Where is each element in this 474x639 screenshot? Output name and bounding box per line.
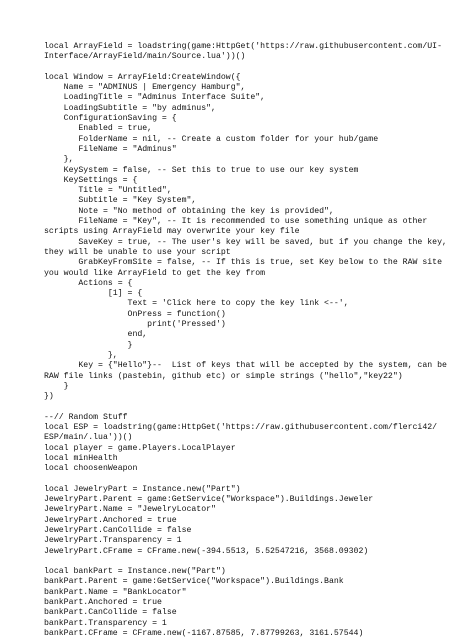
code-line: OnPress = function() (44, 309, 226, 319)
code-line: JewelryPart.CFrame = CFrame.new(-394.5513, 5.52547216, 3568.09302) (44, 546, 369, 556)
code-line: FolderName = nil, -- Create a custom folder for your hub/game (44, 134, 379, 144)
code-line: Interface/ArrayField/main/Source.lua'))() (44, 52, 246, 62)
code-line (44, 63, 464, 73)
code-line: SaveKey = true, -- The user's key will be saved, but if you change the key, (44, 237, 447, 247)
code-line: local ArrayField = loadstring(game:HttpGet('https://raw.githubusercontent.com/UI- (44, 42, 442, 51)
code-line: bankPart.CanCollide = false (44, 608, 177, 618)
code-line: KeySettings = { (44, 175, 138, 185)
code-line: local Window = ArrayField:CreateWindow({ (44, 72, 241, 82)
code-line: JewelryPart.Anchored = true (44, 515, 177, 525)
code-line: bankPart.Transparency = 1 (44, 618, 167, 628)
code-line: Enabled = true, (44, 124, 153, 134)
code-line: JewelryPart.Name = "JewelryLocator" (44, 505, 216, 515)
code-line: scripts using ArrayField may overwrite your key file (44, 227, 300, 237)
code-line: Actions = { (44, 278, 133, 288)
code-line: Note = "No method of obtaining the key is provided", (44, 206, 334, 216)
code-line: local ESP = loadstring(game:HttpGet('https://raw.githubusercontent.com/flerci42/ (44, 422, 438, 432)
code-line (44, 474, 464, 484)
code-line: local minHealth (44, 453, 118, 463)
code-line: LoadingSubtitle = "by adminus", (44, 103, 216, 113)
code-line: bankPart.CFrame = CFrame.new(-1167.87585, 7.87799263, 3161.57544) (44, 628, 364, 638)
code-line: ConfigurationSaving = { (44, 114, 177, 124)
code-line: print('Pressed') (44, 320, 226, 330)
code-line: FileName = "Adminus" (44, 144, 177, 154)
code-line: [1] = { (44, 289, 143, 299)
code-line (44, 402, 464, 412)
code-line: }, (44, 155, 74, 165)
code-line: --// Random Stuff (44, 412, 128, 422)
code-line: FileName = "Key", -- It is recommended to use something unique as other (44, 217, 428, 227)
code-line: they will be unable to use your script (44, 247, 231, 257)
code-line: ESP/main/.lua'))() (44, 433, 133, 443)
code-line (44, 557, 464, 567)
code-line: bankPart.Name = "BankLocator" (44, 587, 187, 597)
code-line: Subtitle = "Key System", (44, 196, 197, 206)
code-line: }) (44, 392, 54, 402)
code-line: JewelryPart.CanCollide = false (44, 525, 192, 535)
code-line: local bankPart = Instance.new("Part") (44, 567, 226, 577)
code-line: local player = game.Players.LocalPlayer (44, 443, 236, 453)
code-line: GrabKeyFromSite = false, -- If this is true, set Key below to the RAW site (44, 258, 442, 268)
code-line: Title = "Untitled", (44, 186, 172, 196)
code-line: }, (44, 350, 118, 360)
code-line: local JewelryPart = Instance.new("Part") (44, 484, 241, 494)
code-line: Text = 'Click here to copy the key link <--', (44, 299, 349, 309)
code-line: bankPart.Anchored = true (44, 598, 162, 608)
code-line: JewelryPart.Parent = game:GetService("Workspace").Buildings.Jeweler (44, 495, 374, 505)
code-line: } (44, 340, 133, 350)
code-line: Key = {"Hello"}-- List of keys that will be accepted by the system, can be (44, 361, 447, 371)
code-line: local choosenWeapon (44, 464, 138, 474)
code-line: bankPart.Parent = game:GetService("Workspace").Buildings.Bank (44, 577, 344, 587)
code-line: end, (44, 330, 148, 340)
code-block (44, 42, 464, 639)
code-line: RAW file links (pastebin, github etc) or simple strings ("hello","key22") (44, 371, 403, 381)
code-line: } (44, 381, 69, 391)
code-line: KeySystem = false, -- Set this to true to use our key system (44, 165, 359, 175)
code-line: you would like ArrayField to get the key from (44, 268, 266, 278)
code-line: Name = "ADMINUS | Emergency Hamburg", (44, 83, 246, 93)
code-line: LoadingTitle = "Adminus Interface Suite", (44, 93, 266, 103)
code-line: JewelryPart.Transparency = 1 (44, 536, 182, 546)
